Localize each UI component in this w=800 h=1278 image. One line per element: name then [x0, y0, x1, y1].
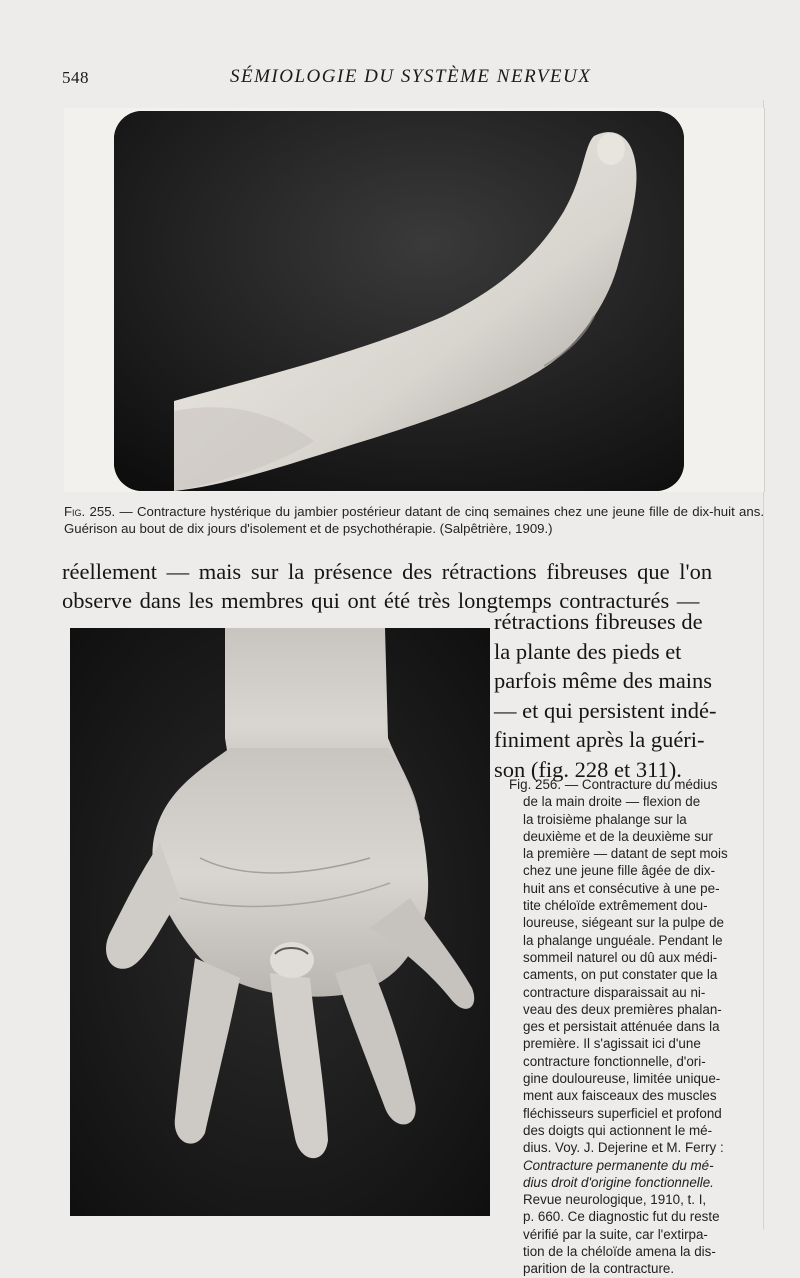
- caption-line: fléchisseurs superficiel et profond: [523, 1105, 722, 1121]
- running-head: [0, 66, 800, 92]
- caption-line: p. 660. Ce diagnostic fut du reste: [523, 1209, 720, 1225]
- body-column-line: la plante des pieds et: [494, 638, 682, 664]
- caption-line: dius droit d'origine fonctionnelle.: [523, 1174, 714, 1190]
- caption-line: Contracture permanente du mé-: [523, 1157, 714, 1173]
- caption-line: la phalange unguéale. Pendant le: [523, 932, 723, 948]
- caption-line: Revue neurologique, 1910, t. I,: [523, 1192, 707, 1208]
- body-text-column: [494, 607, 716, 784]
- hand-illustration: [70, 628, 490, 1216]
- caption-line: de la main droite — flexion de: [523, 794, 701, 810]
- caption-line: la troisième phalange sur la: [523, 811, 687, 827]
- caption-line: des doigts qui actionnent le mé-: [523, 1122, 713, 1138]
- body-column-line: parfois même des mains: [494, 668, 713, 693]
- caption-line: huit ans et consécutive à une pe-: [523, 880, 720, 896]
- caption-line: chez une jeune fille âgée de dix-: [523, 863, 716, 879]
- figure-255-caption: [64, 503, 764, 537]
- caption-line: tite chéloïde extrêmement dou-: [523, 898, 708, 914]
- figure-255-frame: [64, 108, 765, 492]
- caption-line: veau des deux premières phalan-: [523, 1001, 722, 1017]
- leg-illustration: [114, 111, 684, 491]
- caption-line: première. Il s'agissait ici d'une: [523, 1036, 701, 1052]
- caption-line: vérifié par la suite, car l'extirpa-: [523, 1226, 708, 1242]
- body-text-line-2: observe dans les membres qui ont été très longtemps contracturés —: [62, 588, 700, 613]
- caption-line: dius. Voy. J. Dejerine et M. Ferry :: [523, 1140, 724, 1156]
- caption-line: parition de la contracture.: [523, 1261, 675, 1277]
- caption-line: la première — datant de sept mois: [523, 846, 728, 862]
- figure-255-text: — Contracture hystérique du jambier postérieur datant de cinq semaines chez une jeune fille de dix-huit ans. Guérison au bout de dix jours d'isolement et de psychothérapie. (Salpêtrière, 1909.): [64, 504, 764, 536]
- page-number: 548: [62, 68, 89, 87]
- leg-photograph: [114, 111, 684, 491]
- body-text-line-1: réellement — mais sur la présence des rétractions fibreuses que l'on: [62, 559, 713, 584]
- hand-photograph: [70, 628, 490, 1216]
- caption-line: contracture fonctionnelle, d'ori-: [523, 1053, 706, 1069]
- caption-line: contracture disparaissait au ni-: [523, 984, 706, 1000]
- body-column-line: finiment après la guéri-: [494, 727, 705, 752]
- caption-line: sommeil naturel ou dû aux médi-: [523, 949, 718, 965]
- figure-256-caption: [509, 776, 765, 1278]
- caption-line: ment aux faisceaux des muscles: [523, 1088, 717, 1104]
- body-column-line: rétractions fibreuses de: [494, 609, 703, 634]
- caption-line: loureuse, siégeant sur la pulpe de: [523, 915, 724, 931]
- body-column-line: son (fig. 228 et 311).: [494, 756, 682, 782]
- caption-line: deuxième et de la deuxième sur: [523, 828, 713, 844]
- caption-line: Fig. 256. — Contracture du médius: [509, 777, 718, 792]
- caption-line: ges et persistait atténuée dans la: [523, 1019, 720, 1035]
- running-title: SÉMIOLOGIE DU SYSTÈME NERVEUX: [230, 66, 592, 87]
- caption-line: gine douloureuse, limitée unique-: [523, 1071, 721, 1087]
- caption-line: tion de la chéloïde amena la dis-: [523, 1244, 716, 1260]
- figure-255-label: Fig. 255.: [64, 504, 116, 519]
- caption-line: caments, on put constater que la: [523, 967, 718, 983]
- body-column-line: — et qui persistent indé-: [494, 697, 717, 723]
